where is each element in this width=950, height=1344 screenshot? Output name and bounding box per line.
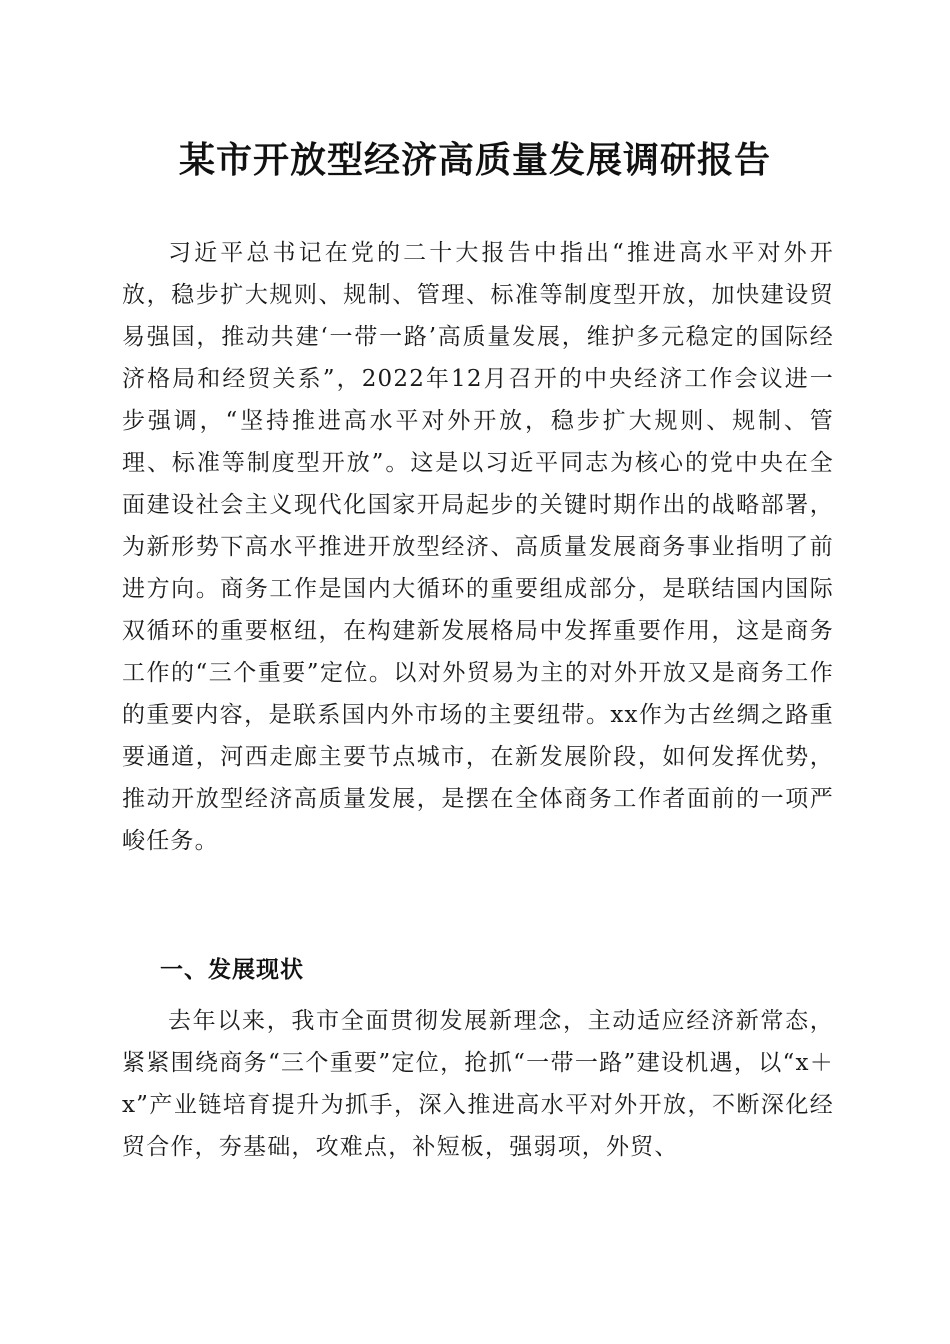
section-paragraph: 去年以来，我市全面贯彻发展新理念，主动适应经济新常态，紧紧围绕商务“三个重要”定位，抢抓“一带一路”建设机遇，以“x＋x”产业链培育提升为抓手，深入推进高水平对外开放，不断深化经贸合作，夯基础，攻难点，补短板，强弱项，外贸、 [122,1008,834,1160]
document-title: 某市开放型经济高质量发展调研报告 [178,139,771,181]
intro-paragraph: 习近平总书记在党的二十大报告中指出“推进高水平对外开放，稳步扩大规则、规制、管理、标准等制度型开放，加快建设贸易强国，推动共建‘一带一路’高质量发展，维护多元稳定的国际经济格局和经贸关系”，2022年12月召开的中央经济工作会议进一步强调，“坚持推进高水平对外开放，稳步扩大规则、规制、管理、标准等制度型开放”。这是以习近平同志为核心的党中央在全面建设社会主义现代化国家开局起步的关键时期作出的战略部署，为新形势下高水平推进开放型经济、高质量发展商务事业指明了前进方向。商务工作是国内大循环的重要组成部分，是联结国内国际双循环的重要枢纽，在构建新发展格局中发挥重要作用，这是商务工作的“三个重要”定位。以对外贸易为主的对外开放又是商务工作的重要内容，是联系国内外市场的主要纽带。xx作为古丝绸之路重要通道，河西走廊主要节点城市，在新发展阶段，如何发挥优势，推动开放型经济高质量发展，是摆在全体商务工作者面前的一项严峻任务。 [122,240,834,854]
section-heading: 一、发展现状 [160,957,304,983]
